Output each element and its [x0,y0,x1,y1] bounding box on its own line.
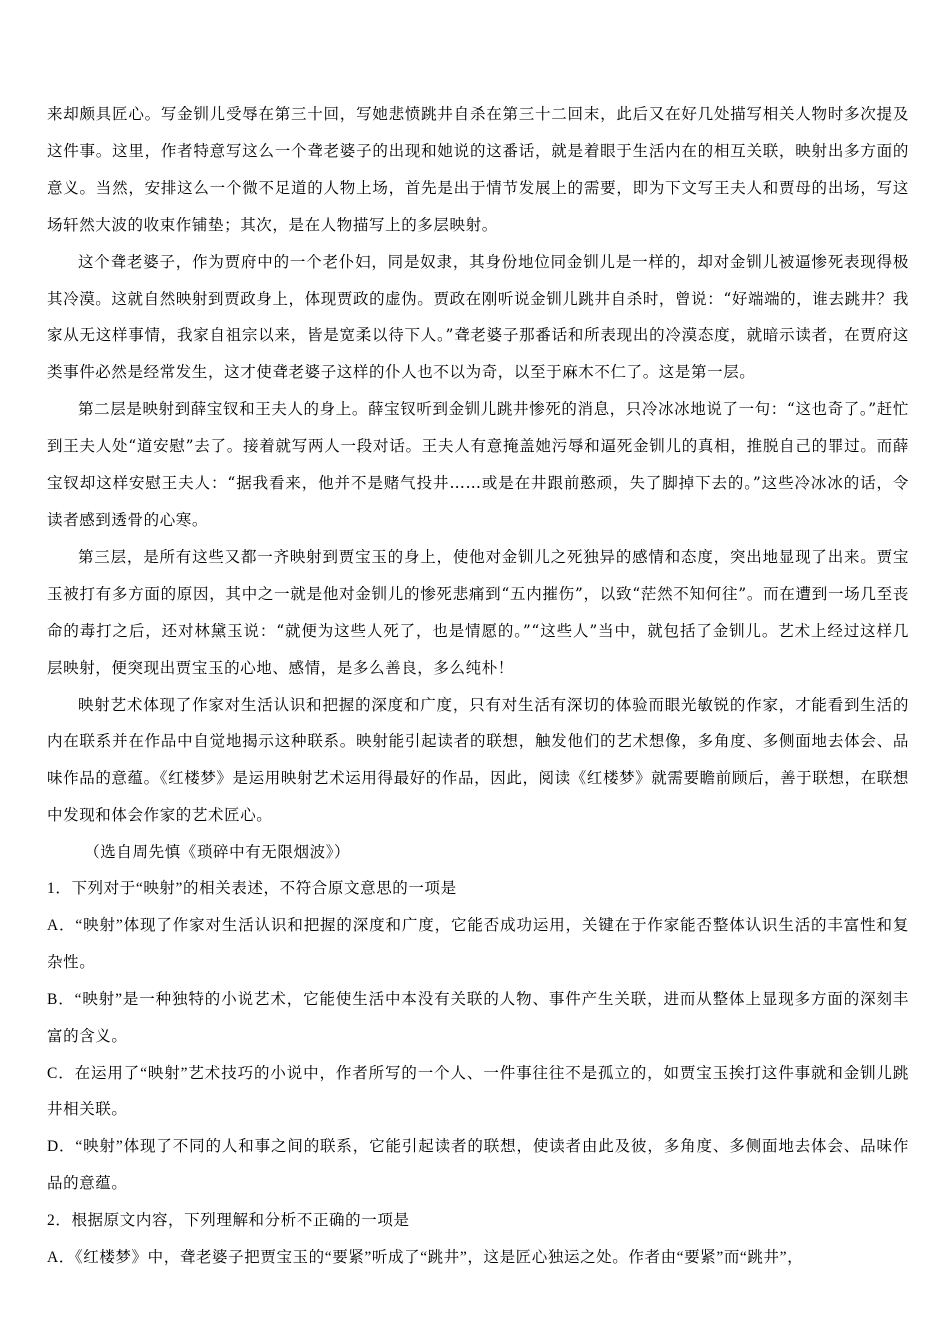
passage-paragraph-5: 映射艺术体现了作家对生活认识和把握的深度和广度，只有对生活有深切的体验而眼光敏锐的作家，才能看到生活的内在联系并在作品中自觉地揭示这种联系。映射能引起读者的联想，触发他们的艺术想像，多角度、多侧面地去体会、品味作品的意蕴。《红楼梦》是运用映射艺术运用得最好的作品，因此，阅读《红楼梦》就需要瞻前顾后，善于联想，在联想中发现和体会作家的艺术匠心。 [47,695,909,825]
question-2-option-a: A．《红楼梦》中，聋老婆子把贾宝玉的“要紧”听成了“跳井”，这是匠心独运之处。作者由“要紧”而“跳井”， [47,1249,804,1267]
passage-paragraph-3: 第二层是映射到薛宝钗和王夫人的身上。薛宝钗听到金钏儿跳井惨死的消息，只冷冰冰地说了一句：“这也奇了。”赶忙到王夫人处“道安慰”去了。接着就写两人一段对话。王夫人有意掩盖她污辱和逼死金钏儿的真相，推脱自己的罪过。而薛宝钗却这样安慰王夫人：“据我看来，他并不是赌气投井……或是在井跟前憨顽，失了脚掉下去的。”这些冷冰冰的话，令读者感到透骨的心寒。 [47,400,909,529]
passage-paragraph-1: 来却颇具匠心。写金钏儿受辱在第三十回，写她悲愤跳井自杀在第三十二回末，此后又在好几处描写相关人物时多次提及这件事。这里，作者特意写这么一个聋老婆子的出现和她说的这番话，就是着眼于生活内在的相互关联，映射出多方面的意义。当然，安排这么一个微不足道的人物上场，首先是出于情节发展上的需要，即为下文写王夫人和贾母的出场，写这场轩然大波的收束作铺垫；其次，是在人物描写上的多层映射。 [47,105,909,234]
question-2-stem: 2．根据原文内容，下列理解和分析不正确的一项是 [47,1212,410,1230]
question-1-option-d: D．“映射”体现了不同的人和事之间的联系，它能引起读者的联想，使读者由此及彼，多角度、多侧面地去体会、品味作品的意蕴。 [47,1138,909,1193]
passage-paragraph-4: 第三层，是所有这些又都一齐映射到贾宝玉的身上，使他对金钏儿之死独异的感情和态度，突出地显现了出来。贾宝玉被打有多方面的原因，其中之一就是他对金钏儿的惨死悲痛到“五内摧伤”，以致“茫然不知何往”。而在遭到一场几至丧命的毒打之后，还对林黛玉说：“就便为这些人死了，也是情愿的。”“这些人”当中，就包括了金钏儿。艺术上经过这样几层映射，便突现出贾宝玉的心地、感情，是多么善良，多么纯朴！ [47,547,909,677]
passage-paragraph-2: 这个聋老婆子，作为贾府中的一个老仆妇，同是奴隶，其身份地位同金钏儿是一样的，却对金钏儿被逼惨死表现得极其冷漠。这就自然映射到贾政身上，体现贾政的虚伪。贾政在刚听说金钏儿跳井自杀时，曾说：“好端端的，谁去跳井？我家从无这样事情，我家自祖宗以来，皆是宽柔以待下人。”聋老婆子那番话和所表现出的冷漠态度，就暗示读者，在贾府这类事件必然是经常发生，这才使聋老婆子这样的仆人也不以为奇，以至于麻木不仁了。这是第一层。 [47,252,909,382]
question-1-option-a: A．“映射”体现了作家对生活认识和把握的深度和广度，它能否成功运用，关键在于作家能否整体认识生活的丰富性和复杂性。 [47,916,909,971]
passage [47,96,909,871]
question-1-option-b: B．“映射”是一种独特的小说艺术，它能使生活中本没有关联的人物、事件产生关联，进而从整体上显现多方面的深刻丰富的含义。 [47,990,909,1045]
question-1-stem: 1．下列对于“映射”的相关表述，不符合原文意思的一项是 [47,880,457,898]
document-body [47,96,909,1277]
questions [47,871,909,1277]
passage-source: （选自周先慎《琐碎中有无限烟波》） [84,843,351,862]
question-1-option-c: C．在运用了“映射”艺术技巧的小说中，作者所写的一个人、一件事往往不是孤立的，如贾宝玉挨打这件事就和金钏儿跳井相关联。 [47,1064,909,1119]
